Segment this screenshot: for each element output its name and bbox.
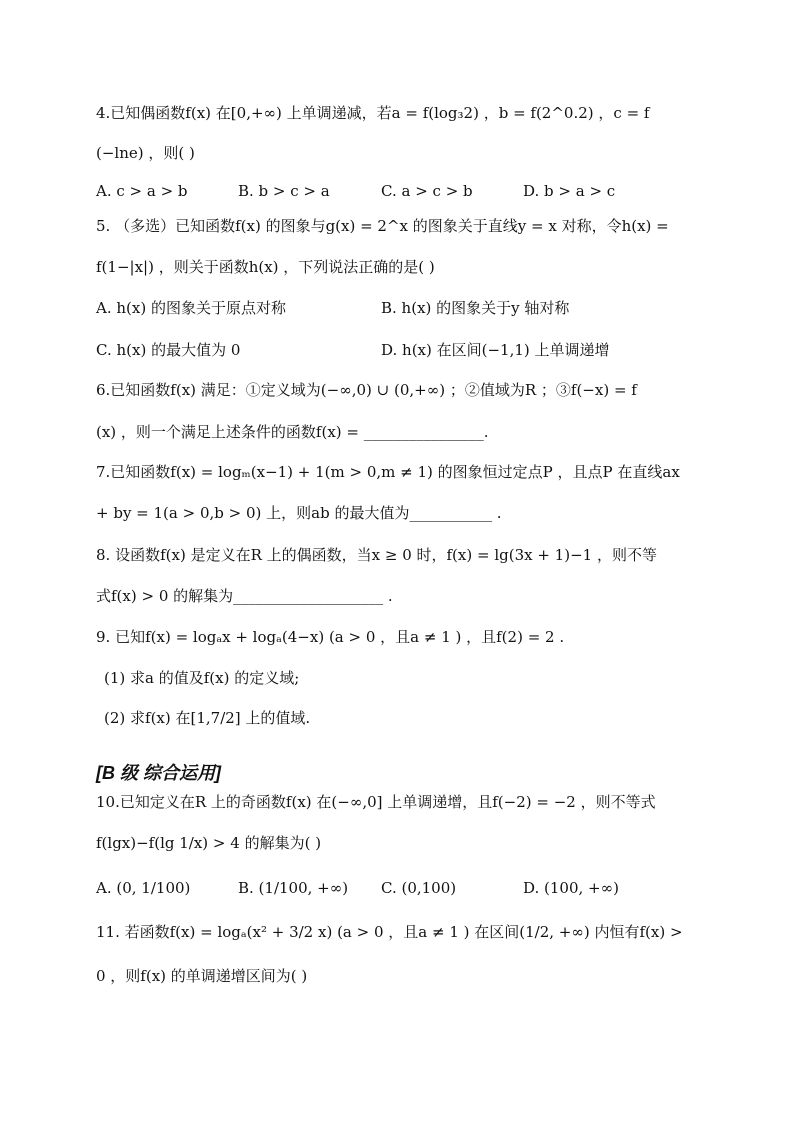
q10-option-c: C. (0,100) (381, 879, 457, 897)
q4-option-c: C. a > c > b (381, 182, 473, 200)
q5-option-c: C. h(x) 的最大值为 0 (96, 341, 241, 359)
q10-option-d: D. (100, +∞) (523, 879, 619, 897)
q5-option-b: B. h(x) 的图象关于y 轴对称 (381, 299, 570, 317)
q4-line1: 4.已知偶函数f(x) 在[0,+∞) 上单调递减，若a = f(log₃2) ，b = f(2^0.2) ，c = f (96, 104, 650, 122)
q11-line1: 11. 若函数f(x) = logₐ(x² + 3/2 x) (a > 0 ，且a ≠ 1 ) 在区间(1/2, +∞) 内恒有f(x) > (96, 923, 683, 941)
section-heading: [B 级 综合运用] (96, 763, 221, 783)
q8-line1: 8. 设函数f(x) 是定义在R 上的偶函数，当x ≥ 0 时，f(x) = lg(3x + 1)−1 ，则不等 (96, 546, 657, 564)
q9-sub2: (2) 求f(x) 在[1,7/2] 上的值域. (104, 709, 311, 727)
q6-line1: 6.已知函数f(x) 满足：①定义域为(−∞,0) ∪ (0,+∞) ；②值域为R ；③f(−x) = f (96, 381, 637, 399)
q8-line2: 式f(x) > 0 的解集为____________________ . (96, 587, 393, 605)
q7-line1: 7.已知函数f(x) = logₘ(x−1) + 1(m > 0,m ≠ 1) 的图象恒过定点P ，且点P 在直线ax (96, 463, 680, 481)
q11-line2: 0 ，则f(x) 的单调递增区间为( ) (96, 967, 308, 985)
q10-option-a: A. (0, 1/100) (96, 879, 191, 897)
q7-line2: + by = 1(a > 0,b > 0) 上，则ab 的最大值为___________ . (96, 504, 502, 522)
q6-line2: (x) ，则一个满足上述条件的函数f(x) = ________________. (96, 423, 489, 441)
q5-option-d: D. h(x) 在区间(−1,1) 上单调递增 (381, 341, 610, 359)
q5-option-a: A. h(x) 的图象关于原点对称 (96, 299, 286, 317)
q4-option-d: D. b > a > c (523, 182, 616, 200)
q4-option-b: B. b > c > a (238, 182, 330, 200)
q10-option-b: B. (1/100, +∞) (238, 879, 349, 897)
q9-sub1: (1) 求a 的值及f(x) 的定义域; (104, 669, 300, 687)
q9-line1: 9. 已知f(x) = logₐx + logₐ(4−x) (a > 0 ，且a ≠ 1 ) ，且f(2) = 2 . (96, 628, 565, 646)
q4-option-a: A. c > a > b (96, 182, 188, 200)
q5-line2: f(1−|x|) ，则关于函数h(x) ，下列说法正确的是( ) (96, 258, 435, 276)
q5-line1: 5. （多选）已知函数f(x) 的图象与g(x) = 2^x 的图象关于直线y = x 对称，令h(x) = (96, 217, 669, 235)
q4-line2: (−lne) ，则( ) (96, 144, 195, 162)
q10-line2: f(lgx)−f(lg 1/x) > 4 的解集为( ) (96, 834, 322, 852)
q10-line1: 10.已知定义在R 上的奇函数f(x) 在(−∞,0] 上单调递增，且f(−2) = −2 ，则不等式 (96, 793, 656, 811)
